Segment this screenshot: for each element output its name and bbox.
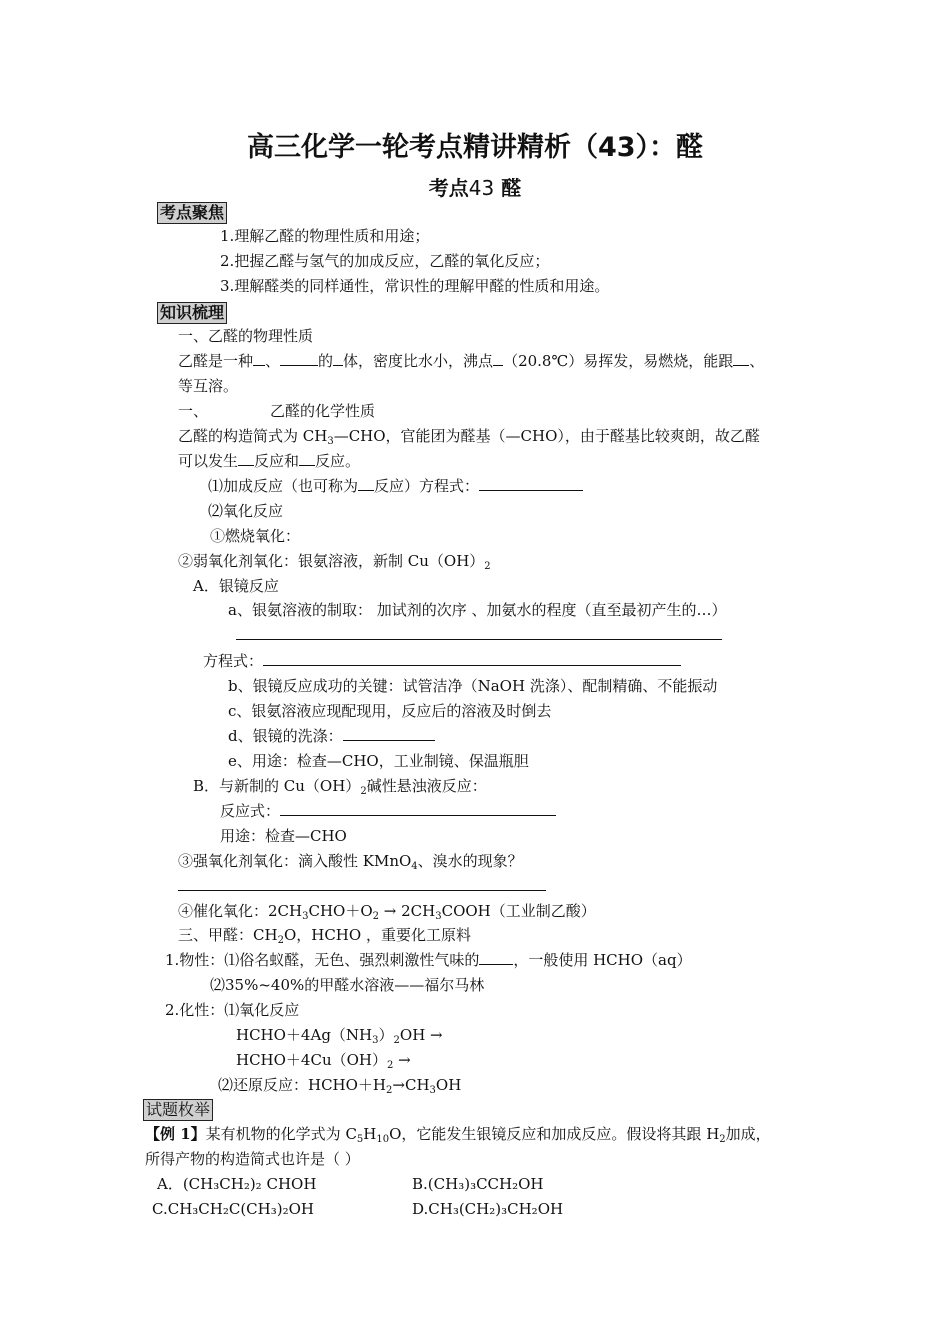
weak-oxid-line: ②弱氧化剂氧化：银氨溶液，新制 $Cu(OH)_2$ (178, 552, 491, 572)
struct-line-1: 乙醛的构造简式为 $CH_3—CHO$，官能团为醛基（—CHO），由于醛基比较爽朗，故乙醛 (178, 427, 760, 447)
fill-blank (253, 351, 265, 366)
page-title: 高三化学一轮考点精讲精析（43）：醛 (246, 132, 704, 163)
fill-blank (280, 351, 318, 366)
section-tag-focus: 考点聚焦 (157, 202, 227, 224)
physical-prop-line-1: 1.物性：⑴俗名蚁醛，无色、强烈刺激性气味的 ，一般使用 HCHO（aq） (165, 951, 692, 969)
fill-blank (479, 950, 513, 965)
reaction-line-1: $HCHO+4Ag(NH_3)_2OH$ → (236, 1026, 443, 1046)
fill-blank (733, 351, 749, 366)
page-subtitle: 考点43 醛 (428, 176, 522, 200)
section-tag-knowledge: 知识梳理 (157, 302, 227, 324)
silver-d-line: d、银镜的洗涤： (228, 726, 435, 746)
silver-mirror-heading: A．银镜反应 (193, 577, 279, 595)
add-reaction-line: ⑴加成反应（也可称为 反应）方程式： (208, 476, 583, 496)
phys-heading: 一、乙醛的物理性质 (178, 327, 314, 345)
example-1-line-2: 所得产物的构造简式也许是（ ） (145, 1150, 360, 1168)
fill-blank (238, 451, 254, 466)
fill-blank (299, 451, 315, 466)
silver-c-line: c、银氨溶液应现配现用，反应后的溶液及时倒去 (228, 702, 552, 720)
option-b: B.(CH₃)₃CCH₂OH (412, 1175, 544, 1193)
fill-blank (333, 351, 343, 366)
catalytic-oxid-line: ④催化氧化：$2CH_3CHO+O_2$ → $2CH_3COOH$（工业制乙酸） (178, 902, 596, 922)
option-d: D.CH₃(CH₂)₃CH₂OH (412, 1200, 564, 1218)
focus-item-3: 3.理解醛类的同样通性，常识性的理解甲醛的性质和用途。 (220, 277, 610, 295)
silver-a-line: a、银氨溶液的制取： 加试剂的次序 、加氨水的程度（直至最初产生的…） (228, 601, 727, 619)
section-tag-exam: 试题枚举 (143, 1099, 213, 1121)
fill-blank (280, 801, 556, 816)
chem-heading: 一、 乙醛的化学性质 (178, 402, 376, 420)
cu-equation-line: 反应式： (220, 801, 556, 821)
option-a: A．(CH₃CH₂)₂ CHOH (157, 1175, 317, 1193)
chem-prop-heading: 2.化性：⑴氧化反应 (165, 1001, 300, 1019)
fill-blank (493, 351, 503, 366)
fill-blank (343, 726, 435, 741)
focus-item-2: 2.把握乙醛与氢气的加成反应，乙醛的氧化反应； (220, 252, 550, 270)
silver-e-line: e、用途：检查—CHO，工业制镜、保温瓶胆 (228, 752, 529, 770)
silver-b-line: b、银镜反应成功的关键：试管洁净（NaOH 洗涤）、配制精确、不能振动 (228, 677, 718, 695)
reaction-line-2: $HCHO+4Cu(OH)_2$ → (236, 1051, 411, 1071)
fill-blank (263, 651, 681, 666)
struct-line-2: 可以发生 反应和 反应。 (178, 452, 361, 470)
phys-line-1: 乙醛是一种 、 的 体，密度比水小，沸点 （20.8℃）易挥发，易燃烧，能跟 、 (178, 352, 765, 370)
fill-blank (479, 476, 583, 491)
fill-blank (358, 476, 374, 491)
burn-line: ①燃烧氧化： (210, 527, 301, 545)
example-1-line-1: 【例 1】某有机物的化学式为 $C_5H_{10}O$，它能发生银镜反应和加成反应。假设将其跟 $H_2$加成， (145, 1125, 771, 1145)
strong-oxid-line: ③强氧化剂氧化：滴入酸性 KMnO$_4$、溴水的现象？ (178, 852, 523, 872)
answer-line (178, 890, 546, 891)
equation-line: 方程式： (203, 651, 681, 671)
reduction-line: ⑵还原反应：$HCHO+H_2\to CH_3OH$ (218, 1076, 462, 1096)
physical-prop-line-2: ⑵35%~40%的甲醛水溶液——福尔马林 (210, 976, 485, 994)
cu-use-line: 用途：检查—CHO (220, 827, 347, 845)
cu-heading: B．与新制的 $Cu(OH)_2$碱性悬浊液反应： (193, 777, 487, 797)
phys-line-2: 等互溶。 (178, 377, 239, 395)
formaldehyde-heading: 三、甲醛：$CH_2O$，HCHO ，重要化工原料 (178, 926, 471, 946)
answer-line (236, 639, 722, 640)
focus-item-1: 1.理解乙醛的物理性质和用途； (220, 227, 430, 245)
oxidation-heading: ⑵氧化反应 (208, 502, 284, 520)
option-c: C.CH₃CH₂C(CH₃)₂OH (152, 1200, 314, 1218)
